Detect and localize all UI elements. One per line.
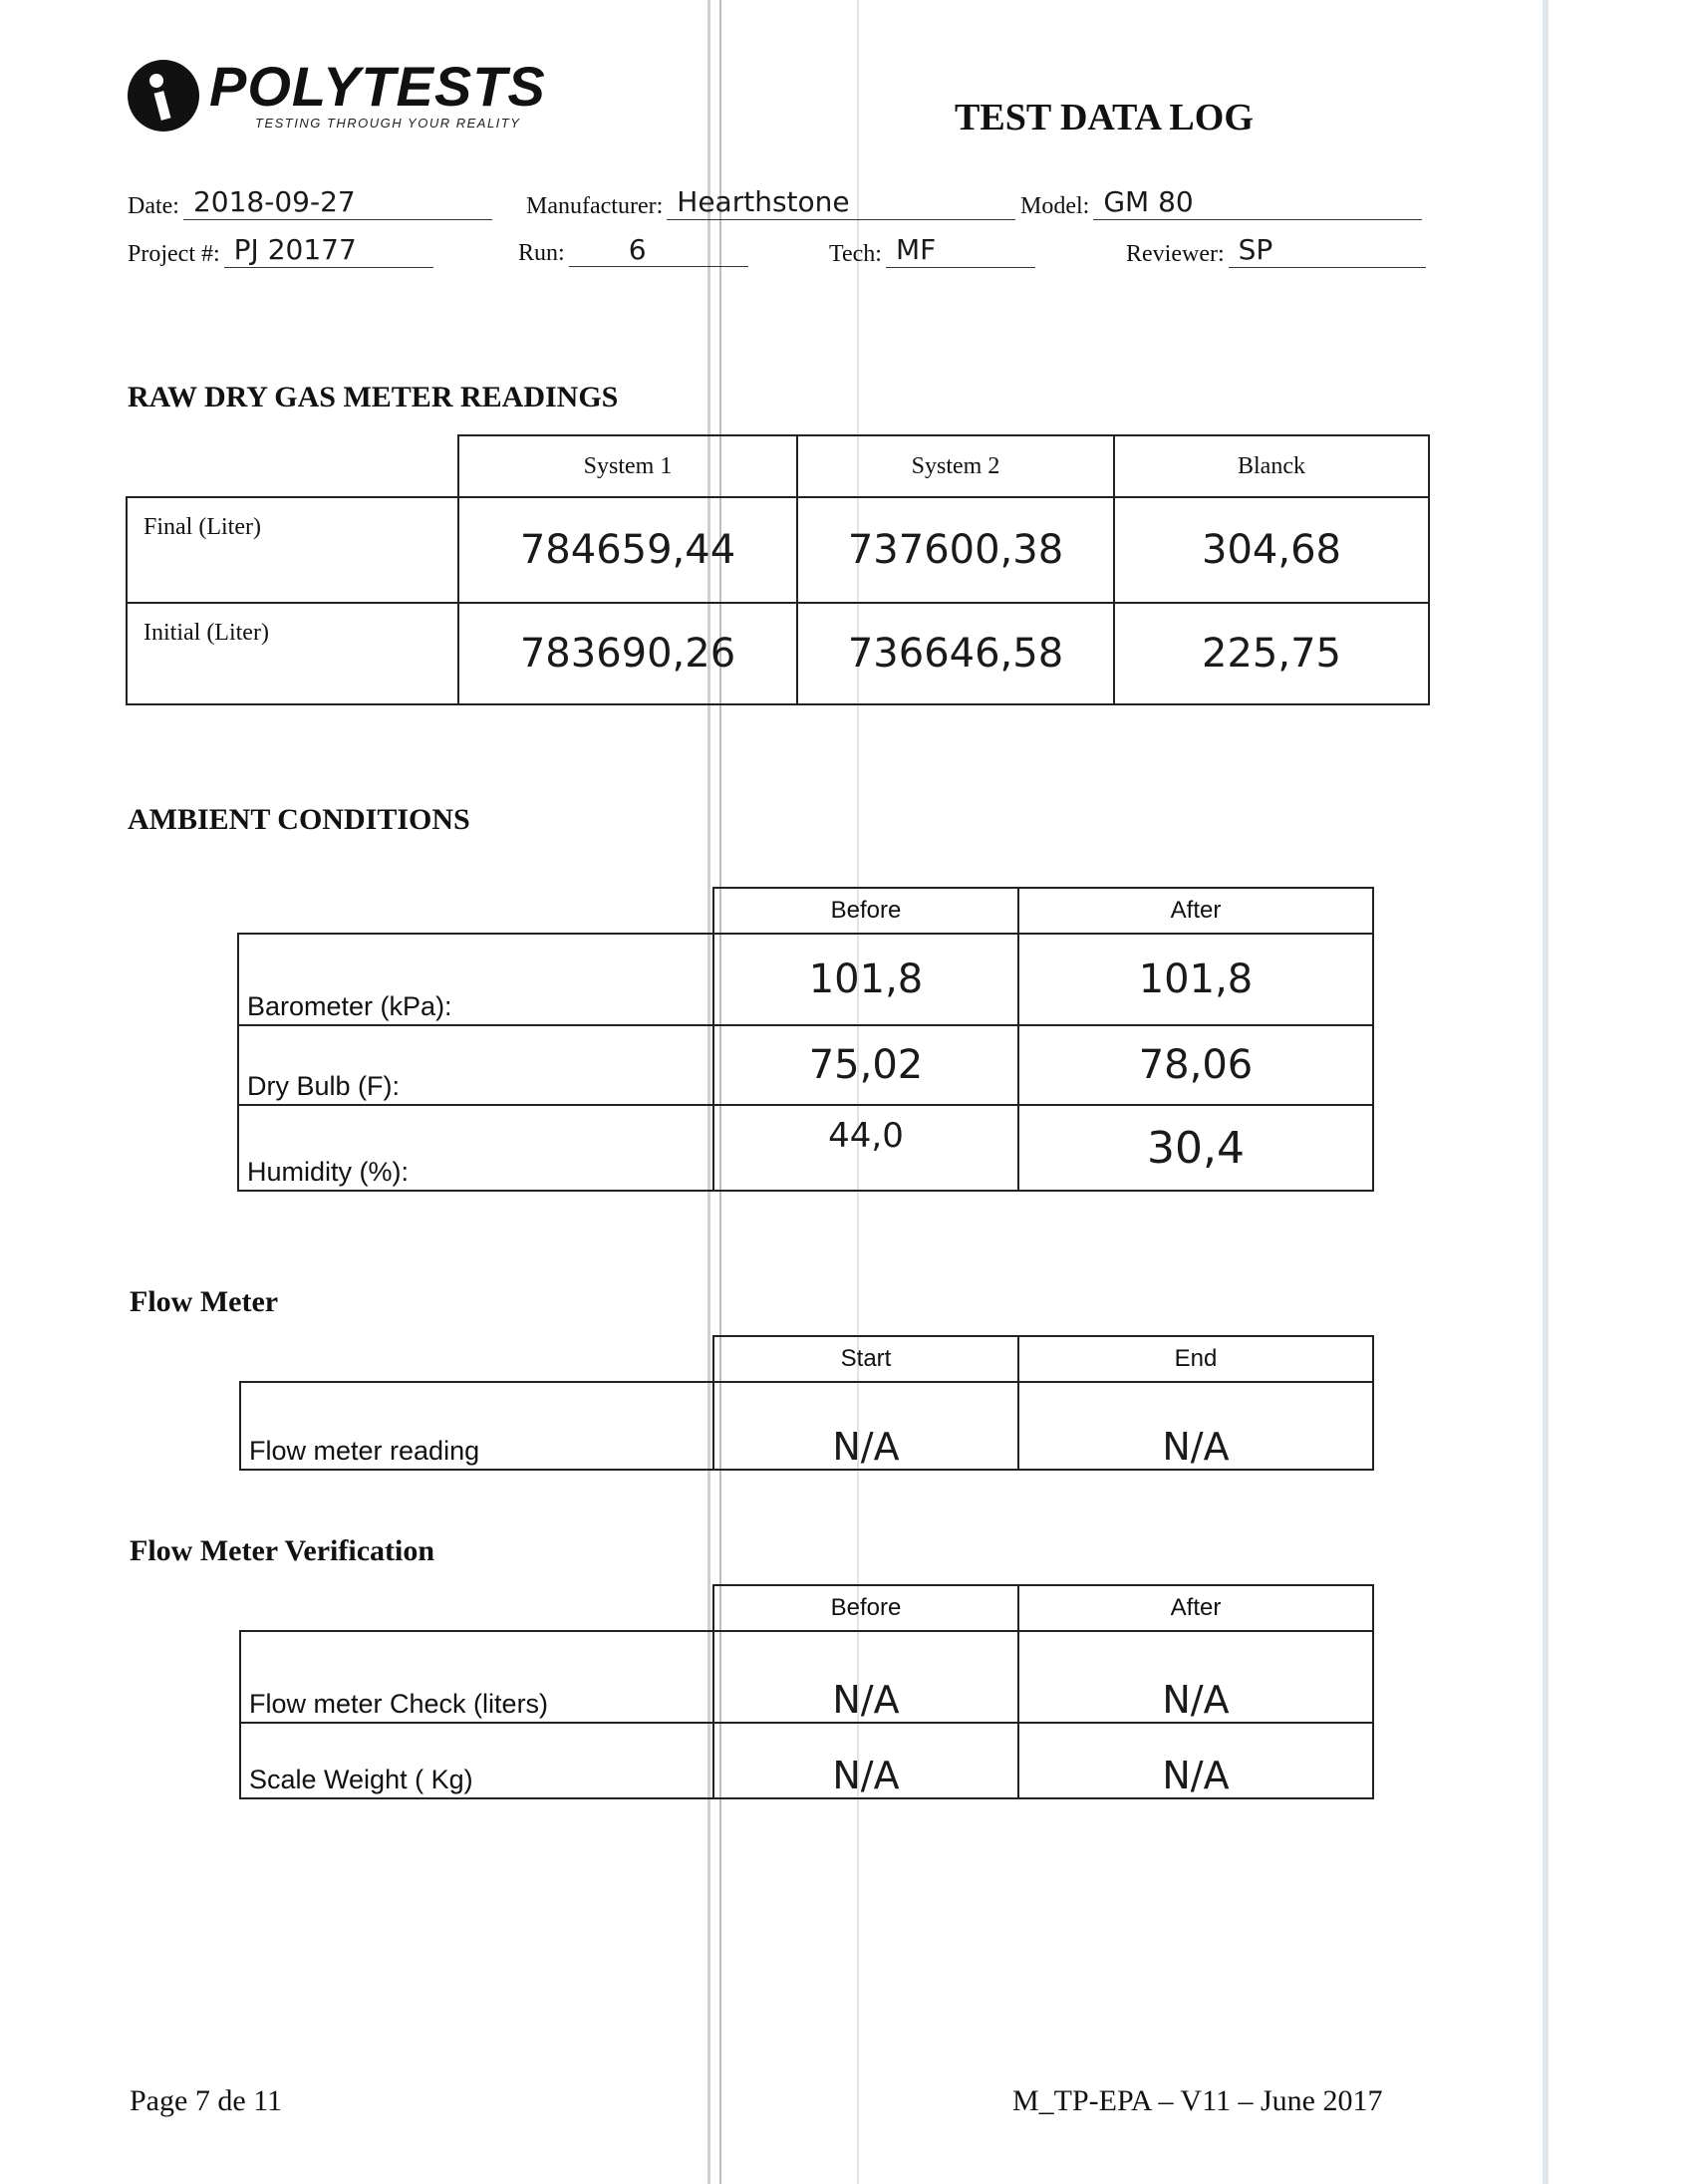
cell-value: 30,4 [1018,1105,1373,1191]
tech-field [829,233,1035,268]
reviewer-value: SP [1229,233,1426,268]
cell-value: N/A [1018,1631,1373,1723]
flow-meter-col-header: Start [713,1336,1018,1382]
table-row [238,934,1373,1025]
raw-dgm-col-header: System 1 [458,435,797,497]
table-row [127,603,1429,704]
row-label: Scale Weight ( Kg) [240,1723,713,1798]
tech-value: MF [886,233,1035,268]
flow-verification-title: Flow Meter Verification [130,1534,435,1567]
brand-logo [128,55,556,137]
cell-value: 75,02 [713,1025,1018,1105]
document-title: TEST DATA LOG [955,97,1254,138]
cell-value: 784659,44 [458,497,797,603]
reviewer-field [1126,233,1426,268]
ambient-title: AMBIENT CONDITIONS [128,803,470,836]
model-value: GM 80 [1093,185,1422,220]
cell-value: 101,8 [713,934,1018,1025]
document-reference: M_TP-EPA – V11 – June 2017 [1012,2084,1383,2117]
flow-meter-table [239,1335,1374,1471]
row-label: Flow meter Check (liters) [240,1631,713,1723]
cell-value: 78,06 [1018,1025,1373,1105]
model-field [1020,185,1422,220]
reviewer-label: Reviewer: [1126,241,1225,267]
cell-value: 101,8 [1018,934,1373,1025]
date-field [128,185,492,220]
table-row [238,1105,1373,1191]
ambient-col-header: Before [713,888,1018,934]
project-value: PJ 20177 [224,233,433,268]
flow-meter-corner [240,1336,713,1382]
cell-value: N/A [713,1723,1018,1798]
ambient-corner [238,888,713,934]
raw-dgm-title: RAW DRY GAS METER READINGS [128,381,619,413]
cell-value: 225,75 [1114,603,1429,704]
table-row [240,1631,1373,1723]
page-number: Page 7 de 11 [130,2084,283,2117]
cell-value: 783690,26 [458,603,797,704]
flow-meter-title: Flow Meter [130,1285,279,1318]
row-label: Flow meter reading [240,1382,713,1470]
flow-verification-corner [240,1585,713,1631]
manufacturer-field [526,185,1015,220]
flow-verification-table [239,1584,1374,1799]
model-label: Model: [1020,193,1090,219]
brand-name: POLYTESTS [209,55,546,118]
cell-value: N/A [713,1382,1018,1470]
row-label: Initial (Liter) [127,603,458,704]
run-field [518,233,748,267]
brand-tagline: TESTING THROUGH YOUR REALITY [255,116,521,131]
cell-value: N/A [1018,1382,1373,1470]
ambient-col-header: After [1018,888,1373,934]
run-label: Run: [518,240,565,266]
row-label: Humidity (%): [238,1105,713,1191]
manufacturer-label: Manufacturer: [526,193,664,219]
ambient-table [237,887,1374,1192]
date-value: 2018-09-27 [183,185,492,220]
cell-value: 304,68 [1114,497,1429,603]
flow-verification-col-header: After [1018,1585,1373,1631]
raw-dgm-table [126,434,1430,705]
cell-value: N/A [1018,1723,1373,1798]
flow-verification-col-header: Before [713,1585,1018,1631]
cell-value: 736646,58 [797,603,1114,704]
raw-dgm-col-header: Blanck [1114,435,1429,497]
flow-meter-col-header: End [1018,1336,1373,1382]
table-row [240,1382,1373,1470]
polytests-logo-icon [128,60,199,132]
raw-dgm-col-header: System 2 [797,435,1114,497]
raw-dgm-corner [127,435,458,497]
cell-value: N/A [713,1631,1018,1723]
manufacturer-value: Hearthstone [667,185,1015,220]
scan-artifact-line [1543,0,1549,2184]
date-label: Date: [128,193,179,219]
cell-value: 737600,38 [797,497,1114,603]
table-row [127,497,1429,603]
table-row [238,1025,1373,1105]
row-label: Final (Liter) [127,497,458,603]
project-label: Project #: [128,241,220,267]
run-value: 6 [569,233,748,267]
table-row [240,1723,1373,1798]
tech-label: Tech: [829,241,882,267]
row-label: Dry Bulb (F): [238,1025,713,1105]
project-field [128,233,433,268]
cell-value: 44,0 [713,1105,1018,1191]
row-label: Barometer (kPa): [238,934,713,1025]
